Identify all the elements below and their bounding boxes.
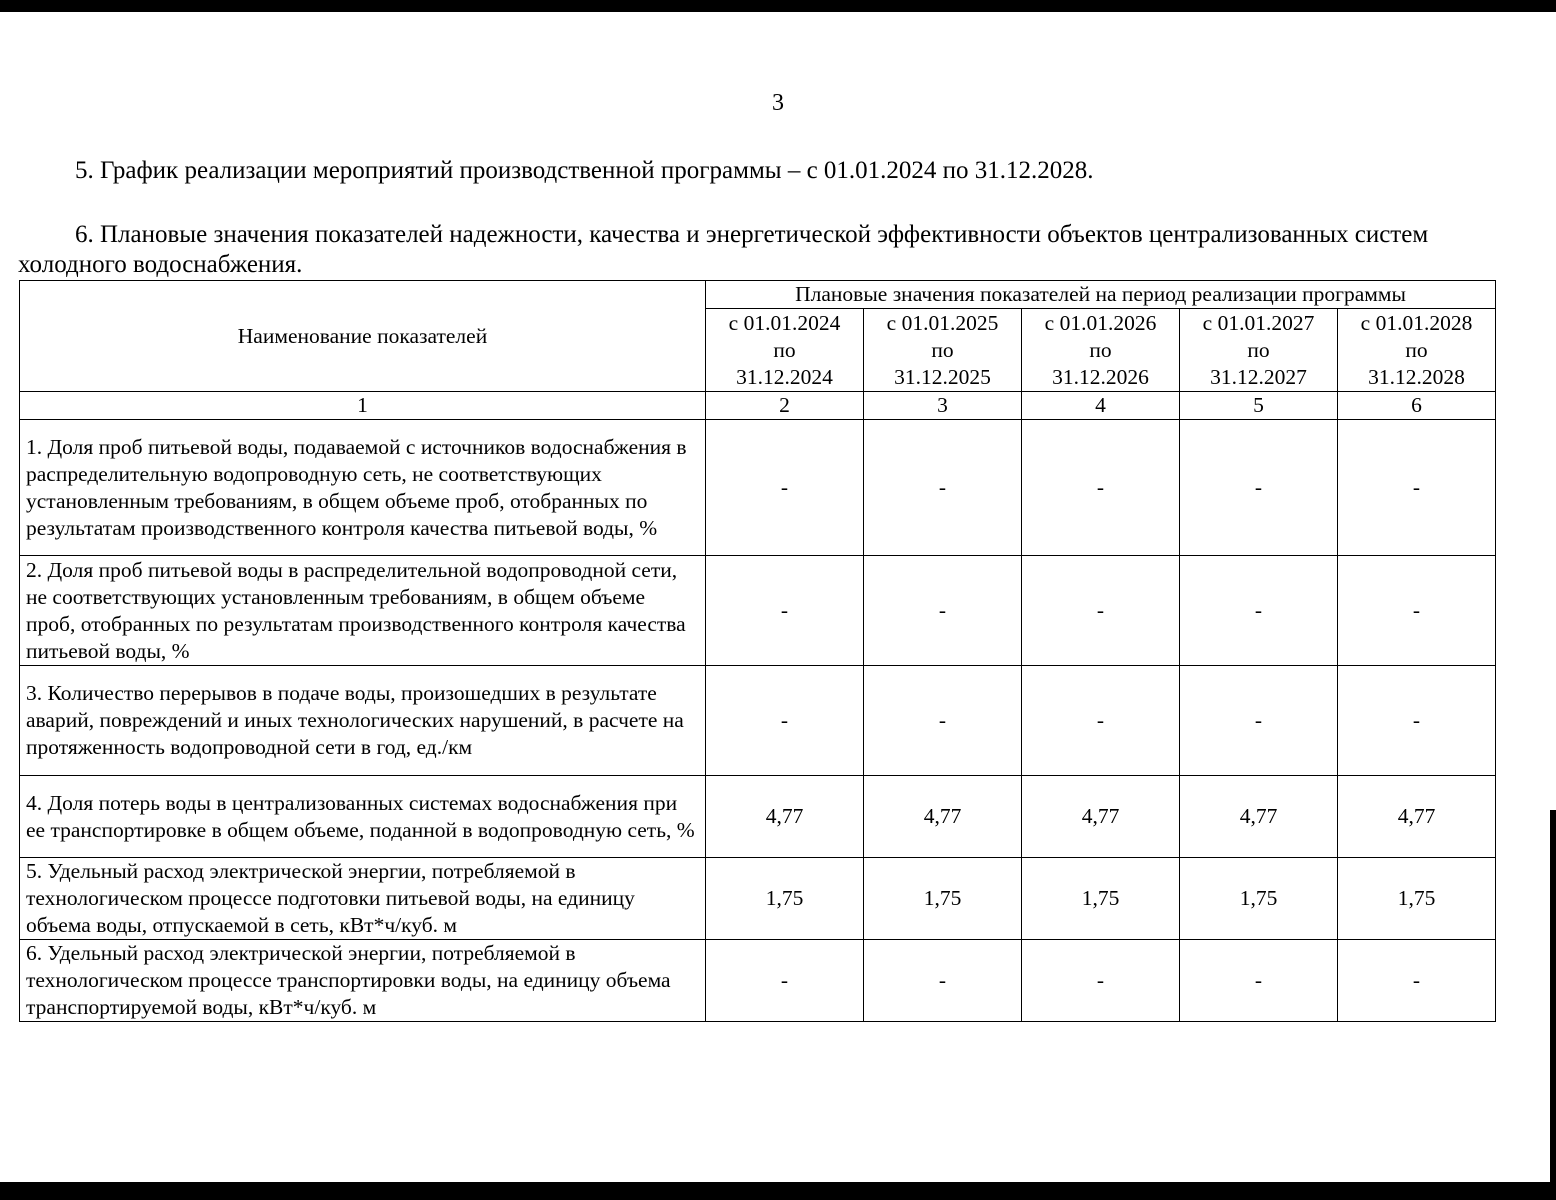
table-row [20, 420, 1496, 556]
indicator-value: - [706, 666, 864, 776]
scan-border-bottom [0, 1182, 1556, 1200]
indicator-value: - [1338, 940, 1496, 1022]
indicator-value: 4,77 [1180, 776, 1338, 858]
indicators-table [19, 280, 1496, 1022]
indicator-value: - [1180, 556, 1338, 666]
indicator-value: - [864, 666, 1022, 776]
indicator-value: - [706, 556, 864, 666]
indicator-name-header: Наименование показателей [20, 281, 706, 392]
indicator-value: - [1022, 556, 1180, 666]
indicator-value: 4,77 [864, 776, 1022, 858]
indicator-value: 4,77 [1022, 776, 1180, 858]
table-row [20, 776, 1496, 858]
table-row [20, 940, 1496, 1022]
page-number: 3 [772, 90, 784, 116]
indicator-value: 1,75 [1022, 858, 1180, 940]
indicator-value: - [1022, 420, 1180, 556]
period-header: с 01.01.2028 по 31.12.2028 [1338, 309, 1496, 392]
period-header: с 01.01.2026 по 31.12.2026 [1022, 309, 1180, 392]
indicator-value: 1,75 [864, 858, 1022, 940]
indicator-value: 1,75 [706, 858, 864, 940]
indicator-name: 2. Доля проб питьевой воды в распределительной водопроводной сети, не соответствующих установленным требованиям, в общем объеме проб, отобранных по результатам производственного контроля качества питьевой воды, % [20, 556, 706, 666]
indicator-name: 5. Удельный расход электрической энергии, потребляемой в технологическом процессе подготовки питьевой воды, на единицу объема воды, отпускаемой в сеть, кВт*ч/куб. м [20, 858, 706, 940]
table-header-row [20, 281, 1496, 309]
column-number: 1 [20, 392, 706, 420]
indicator-value: - [706, 420, 864, 556]
indicator-value: 1,75 [1338, 858, 1496, 940]
column-number: 5 [1180, 392, 1338, 420]
section-6-paragraph: 6. Плановые значения показателей надежности, качества и энергетической эффективности объектов централизованных систем холодного водоснабжения. [18, 221, 1429, 278]
indicator-name: 4. Доля потерь воды в централизованных системах водоснабжения при ее транспортировке в общем объеме, поданной в водопроводную сеть, % [20, 776, 706, 858]
table-row [20, 666, 1496, 776]
indicator-value: - [864, 940, 1022, 1022]
indicator-value: - [1022, 666, 1180, 776]
indicator-value: - [1338, 666, 1496, 776]
indicator-value: - [1338, 556, 1496, 666]
column-number: 3 [864, 392, 1022, 420]
scan-border-top [0, 0, 1556, 12]
period-header: с 01.01.2024 по 31.12.2024 [706, 309, 864, 392]
table-row [20, 858, 1496, 940]
indicator-value: - [864, 556, 1022, 666]
column-number: 2 [706, 392, 864, 420]
column-number-row [20, 392, 1496, 420]
planned-values-header: Плановые значения показателей на период реализации программы [706, 281, 1496, 309]
section-5-paragraph: 5. График реализации мероприятий производственной программы – с 01.01.2024 по 31.12.2028. [75, 157, 1094, 184]
indicator-value: - [1180, 666, 1338, 776]
indicator-name: 6. Удельный расход электрической энергии, потребляемой в технологическом процессе транспортировки воды, на единицу объема транспортируемой воды, кВт*ч/куб. м [20, 940, 706, 1022]
table-row [20, 556, 1496, 666]
indicator-value: - [1180, 940, 1338, 1022]
indicator-name: 3. Количество перерывов в подаче воды, произошедших в результате аварий, повреждений и иных технологических нарушений, в расчете на протяженность водопроводной сети в год, ед./км [20, 666, 706, 776]
indicator-value: - [864, 420, 1022, 556]
scan-border-right [1550, 810, 1556, 1190]
period-header: с 01.01.2027 по 31.12.2027 [1180, 309, 1338, 392]
indicator-name: 1. Доля проб питьевой воды, подаваемой с источников водоснабжения в распределительную водопроводную сеть, не соответствующих установленным требованиям, в общем объеме проб, отобранных по результатам производственного контроля качества питьевой воды, % [20, 420, 706, 556]
indicator-value: - [706, 940, 864, 1022]
period-header: с 01.01.2025 по 31.12.2025 [864, 309, 1022, 392]
indicator-value: - [1022, 940, 1180, 1022]
indicator-value: 4,77 [706, 776, 864, 858]
indicator-value: 4,77 [1338, 776, 1496, 858]
indicator-value: - [1338, 420, 1496, 556]
column-number: 4 [1022, 392, 1180, 420]
column-number: 6 [1338, 392, 1496, 420]
indicator-value: - [1180, 420, 1338, 556]
indicator-value: 1,75 [1180, 858, 1338, 940]
